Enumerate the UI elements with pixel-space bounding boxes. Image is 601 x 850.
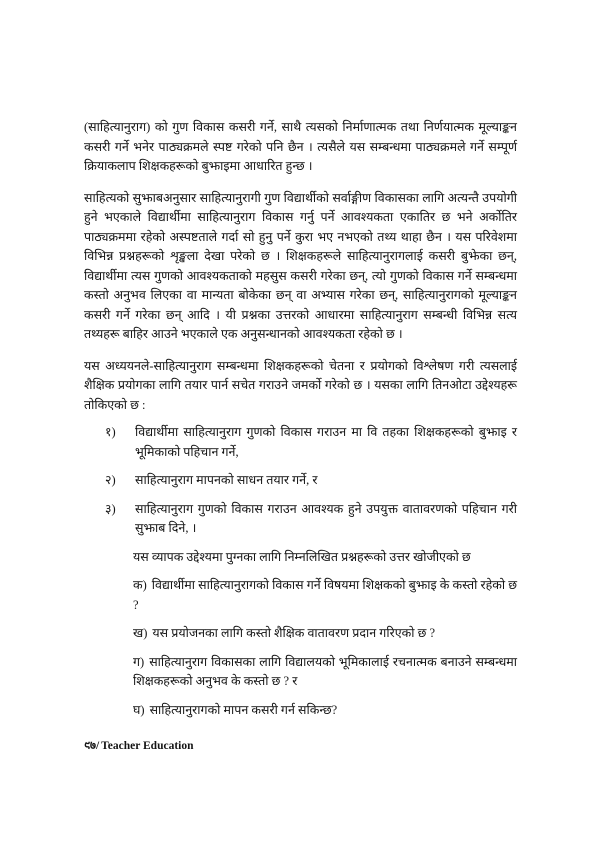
page-footer [84,738,194,754]
body-paragraph: यस अध्ययनले-साहित्यानुराग सम्बन्धमा शिक्षकहरूको चेतना र प्रयोगको विश्लेषण गरी त्यसलाई शैक्षिक प्रयोगका लागि तयार पार्न सचेत गराउने जमर्को गरेको छ । यसका लागि तिनओटा उद्देश्यहरू तोकिएको छ : [84,358,517,412]
page-number: ९७/ [84,740,100,752]
list-item-text: साहित्यानुराग मापनको साधन तयार गर्ने, र [135,473,318,487]
question-letter: क) [133,578,147,592]
question-text: विद्यार्थीमा साहित्यानुरागको विकास गर्ने विषयमा शिक्षकको बुझाइ के कस्तो रहेको छ ? [133,578,517,612]
questions-intro: यस व्यापक उद्देश्यमा पुग्नका लागि निम्नलिखित प्रश्नहरूको उत्तर खोजीएको छ [133,549,471,564]
question-item [133,576,517,615]
question-text: साहित्यानुराग विकासका लागि विद्यालयको भूमिकालाई रचनात्मक बनाउने सम्बन्धमा शिक्षकहरूको अनुभव के कस्तो छ ? र [133,654,517,688]
list-item-number: ३) [105,501,116,516]
list-item [105,471,517,491]
list-item [105,423,517,462]
question-letter: ख) [133,626,148,640]
question-item [133,624,517,644]
page-body [84,118,517,729]
list-item-text: साहित्यानुराग गुणको विकास गराउन आवश्यक हुने उपयुक्त वातावरणको पहिचान गरी सुझाब दिने, । [135,501,517,535]
question-item [133,653,517,692]
list-item-number: १) [105,425,116,439]
list-item-text: विद्यार्थीमा साहित्यानुराग गुणको विकास गराउन मा वि तहका शिक्षकहरूको बुझाइ र भूमिकाको पहिचान गर्ने, [135,425,517,459]
question-text: यस प्रयोजनका लागि कस्तो शैक्षिक वातावरण प्रदान गरिएको छ ? [152,626,436,640]
body-paragraph: साहित्यको सुझाबअनुसार साहित्यानुरागी गुण विद्यार्थीको सर्वाङ्गीण विकासका लागि अत्यन्तै उपयोगी हुने भएकाले विद्यार्थीमा साहित्यानुराग विकास गर्नु पर्ने आवश्यकता एकातिर छ भने अर्कोतिर पाठ्यक्रममा रहेको अस्पष्टताले गर्दा सो हुनु पर्ने कुरा भए नभएको तथ्य थाहा छैन । यस परिवेशमा विभिन्न प्रश्नहरूको शृङ्खला देखा परेको छ । शिक्षकहरूले साहित्यानुरागलाई कसरी बुझेका छन्, विद्यार्थीमा त्यस गुणको आवश्यकताको महसुस कसरी गरेका छन्, त्यो गुणको विकास गर्ने सम्बन्धमा कस्तो अनुभव लिएका वा मान्यता बोकेका छन् वा अभ्यास गरेका छन्, साहित्यानुरागको मूल्याङ्कन कसरी गर्ने गरेका छन् आदि । यी प्रश्नका उत्तरको आधारमा साहित्यानुराग सम्बन्धी विभिन्न सत्य तथ्यहरू बाहिर आउने भएकाले एक अनुसन्धानको आवश्यकता रहेको छ । [84,190,517,341]
journal-title: Teacher Education [101,740,194,752]
question-letter: घ) [133,702,145,717]
research-questions [133,548,517,721]
list-item [105,500,517,539]
question-letter: ग) [133,654,145,669]
question-text: साहित्यानुरागको मापन कसरी गर्न सकिन्छ? [149,702,338,717]
list-item-number: २) [105,473,116,487]
body-paragraph: (साहित्यानुराग) को गुण विकास कसरी गर्ने, साथै त्यसको निर्माणात्मक तथा निर्णयात्मक मूल्याङ्कन कसरी गर्ने भनेर पाठ्यक्रमले स्पष्ट गरेको पनि छैन । त्यसैले यस सम्बन्धमा पाठ्यक्रमले गर्ने सम्पूर्ण क्रियाकलाप शिक्षकहरूको बुझाइमा आधारित हुन्छ । [84,120,517,173]
objectives-list [105,423,517,539]
question-item [133,701,517,721]
